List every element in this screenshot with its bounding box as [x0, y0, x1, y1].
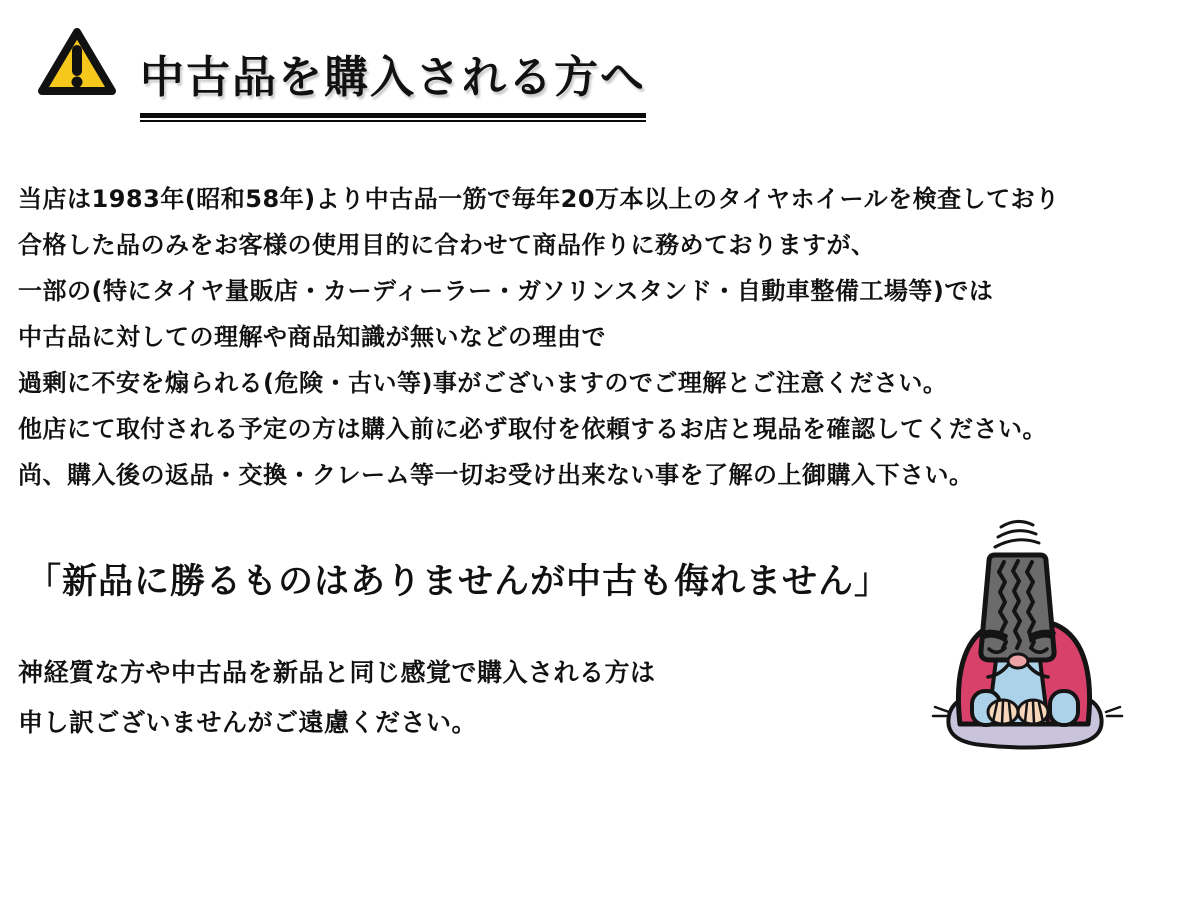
warning-triangle-icon: [38, 24, 116, 102]
notice-line: 一部の(特にタイヤ量販店・カーディーラー・ガソリンスタンド・自動車整備工場等)では: [18, 277, 994, 305]
notice-line: 他店にて取付される予定の方は購入前に必ず取付を依頼するお店と現品を確認してください。: [18, 415, 1047, 443]
notice-line: 合格した品のみをお客様の使用目的に合わせて商品作りに務めておりますが、: [18, 231, 876, 259]
bowing-man-with-tire-hat-illustration: [930, 505, 1125, 750]
notice-line: 中古品に対しての理解や商品知識が無いなどの理由で: [18, 323, 606, 351]
closing-paragraph: [18, 659, 656, 759]
notice-paragraph: [18, 186, 1060, 508]
closing-line: 申し訳ございませんがご遠慮ください。: [18, 708, 478, 737]
notice-line: 尚、購入後の返品・交換・クレーム等一切お受け出来ない事を了解の上御購入下さい。: [18, 461, 974, 489]
notice-line: 当店は1983年(昭和58年)より中古品一筋で毎年20万本以上のタイヤホイールを検査しており: [18, 185, 1060, 213]
notice-line: 過剰に不安を煽られる(危険・古い等)事がございますのでご理解とご注意ください。: [18, 369, 948, 397]
closing-line: 神経質な方や中古品を新品と同じ感覚で購入される方は: [18, 658, 656, 687]
quote-text: 「新品に勝るものはありませんが中古も侮れません」: [26, 562, 891, 602]
page-title: 中古品を購入される方へ: [140, 53, 646, 118]
motion-lines-icon: [995, 521, 1039, 547]
header: [38, 24, 646, 148]
